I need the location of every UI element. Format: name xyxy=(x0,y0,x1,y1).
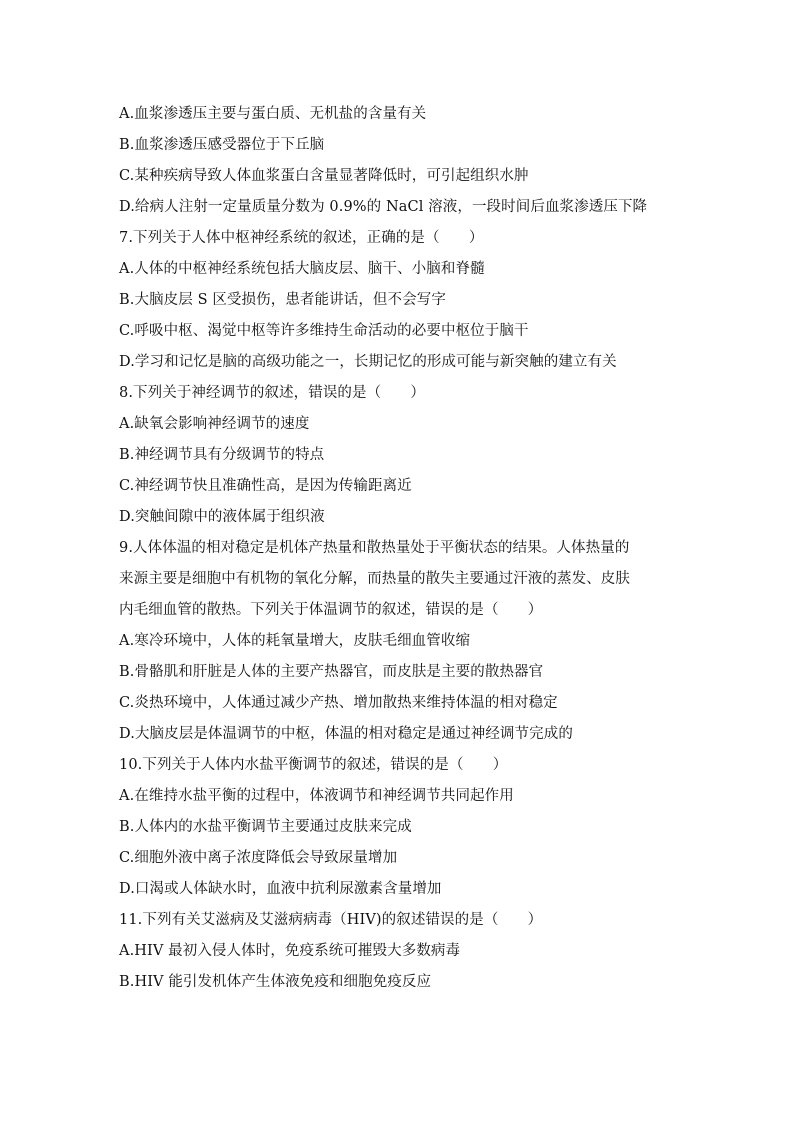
q9-stem-line-3: 内毛细血管的散热。下列关于体温调节的叙述，错误的是（ ） xyxy=(119,602,543,618)
question-text-block xyxy=(119,99,679,998)
q8-stem: 8.下列关于神经调节的叙述，错误的是（ ） xyxy=(119,385,426,401)
q9-stem-line-2: 来源主要是细胞中有机物的氧化分解，而热量的散失主要通过汗液的蒸发、皮肤 xyxy=(119,571,630,587)
q9-option-c: C.炎热环境中，人体通过减少产热、增加散热来维持体温的相对稳定 xyxy=(119,695,558,711)
q10-option-b: B.人体内的水盐平衡调节主要通过皮肤来完成 xyxy=(119,819,412,835)
q7-option-a: A.人体的中枢神经系统包括大脑皮层、脑干、小脑和脊髓 xyxy=(119,261,485,277)
q10-option-c: C.细胞外液中离子浓度降低会导致尿量增加 xyxy=(119,850,398,866)
q7-stem: 7.下列关于人体中枢神经系统的叙述，正确的是（ ） xyxy=(119,230,484,246)
q9-option-a: A.寒冷环境中，人体的耗氧量增大，皮肤毛细血管收缩 xyxy=(119,633,471,649)
q6-option-a: A.血浆渗透压主要与蛋白质、无机盐的含量有关 xyxy=(119,106,427,122)
q11-stem: 11.下列有关艾滋病及艾滋病病毒（HIV)的叙述错误的是（ ） xyxy=(119,912,543,928)
q6-option-b: B.血浆渗透压感受器位于下丘脑 xyxy=(119,137,325,153)
q6-option-d: D.给病人注射一定量质量分数为 0.9%的 NaCl 溶液，一段时间后血浆渗透压下降 xyxy=(119,199,648,215)
q9-option-d: D.大脑皮层是体温调节的中枢，体温的相对稳定是通过神经调节完成的 xyxy=(119,726,573,742)
q10-option-d: D.口渴或人体缺水时，血液中抗利尿激素含量增加 xyxy=(119,881,442,897)
q9-option-b: B.骨骼肌和肝脏是人体的主要产热器官，而皮肤是主要的散热器官 xyxy=(119,664,544,680)
q8-option-d: D.突触间隙中的液体属于组织液 xyxy=(119,509,325,525)
q11-option-b: B.HIV 能引发机体产生体液免疫和细胞免疫反应 xyxy=(119,974,432,990)
q6-option-c: C.某种疾病导致人体血浆蛋白含量显著降低时，可引起组织水肿 xyxy=(119,168,529,184)
q8-option-b: B.神经调节具有分级调节的特点 xyxy=(119,447,325,463)
q8-option-c: C.神经调节快且准确性高，是因为传输距离近 xyxy=(119,478,412,494)
q7-option-d: D.学习和记忆是脑的高级功能之一，长期记忆的形成可能与新突触的建立有关 xyxy=(119,354,617,370)
q10-option-a: A.在维持水盐平衡的过程中，体液调节和神经调节共同起作用 xyxy=(119,788,514,804)
q9-stem-line-1: 9.人体体温的相对稳定是机体产热量和散热量处于平衡状态的结果。人体热量的 xyxy=(119,540,630,556)
q8-option-a: A.缺氧会影响神经调节的速度 xyxy=(119,416,310,432)
q11-option-a: A.HIV 最初入侵人体时，免疫系统可摧毁大多数病毒 xyxy=(119,943,461,959)
q7-option-c: C.呼吸中枢、渴觉中枢等许多维持生命活动的必要中枢位于脑干 xyxy=(119,323,529,339)
q10-stem: 10.下列关于人体内水盐平衡调节的叙述，错误的是（ ） xyxy=(119,757,508,773)
q7-option-b: B.大脑皮层 S 区受损伤，患者能讲话，但不会写字 xyxy=(119,292,446,308)
